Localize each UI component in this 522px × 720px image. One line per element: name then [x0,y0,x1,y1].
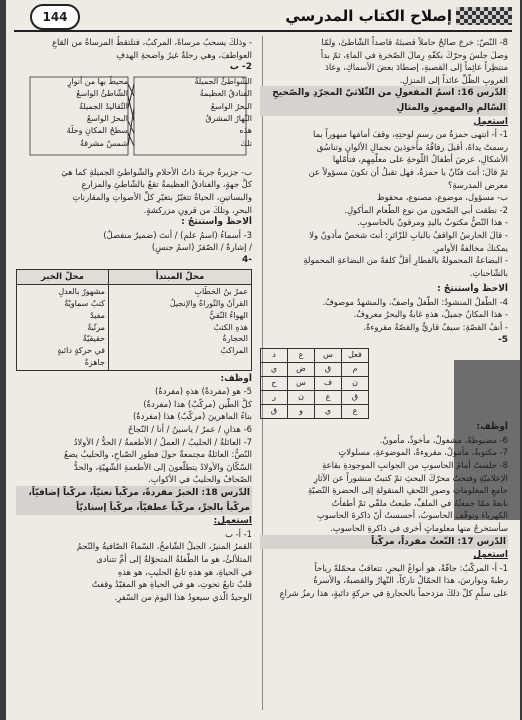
page-header [14,4,512,30]
grid-cell: ع [288,349,315,363]
text-line: 7- العائلةُ / الحليبُ / العملُ / الأطعمةُ / الحدُّ / الأولادُ [73,436,252,447]
text-line: رسمتْ يداهُ، أقبلَ رفاقُهُ مأخوذينَ بجمالِ الألوانِ وتناسُقِ [316,141,508,152]
use-label: استعمِل [473,116,508,127]
text-line: كلُّ جهةٍ، والفنادقُ العظيمةُ تقعُ بالشّاطئِ والمزارعِ [81,179,252,190]
left-task-label: أوظّف: [220,373,252,384]
match-label: 2- ب [229,62,252,73]
text-line: منتظِراً عائِماً إلى القصبةِ، إصطادَ بعضَ الأسماكِ، وعادَ [325,62,508,73]
text-line: التّقاليدُ الجميلةُ [79,101,128,111]
text-line: الكهرباءَ وتوقّفَ الحاسوبُ، أحسستُ أنّ ذاكرةَ الحاسوبِ [316,510,508,521]
text-line: محيطٌ بها من أنوارٍ [67,76,128,86]
letter-grid-table [260,348,369,419]
table-header-mubtada: محلّ المبتدأ [108,269,251,285]
text-line: رطبةً ونوارسَ، هذا الحمّالُ تاركاً، النّهارُ والقصبةُ، والأسرةُ [313,575,508,586]
text-line: نابعةً ممّا جمعتُهُ في الملفِّ، طبعتُ ملفّي ثمّ أطفأتُ [331,497,508,508]
text-line: الشّواطئُ الجميلةُ [194,76,252,86]
text-line: - هذا المكانُ جميلٌ، هذهِ غابةٌ والبحرُ معروفٌ. [353,309,508,320]
task-label: أوظّف: [476,422,508,433]
lesson-17-text [260,562,508,600]
grid-cell: ض [288,363,315,377]
text-line: - البضاعةُ المحمولةُ بالقطارِ أقلُّ كلفةً من البضاعةِ المحمولةِ [303,255,508,266]
grid-cell: ن [288,391,315,405]
text-line: البحرِ، وتلكَ من قرونٍ مزركشةٍ. [143,204,252,215]
text-line: 6- مضبوطةً، مشغولٌ، مأخوذٌ، مأمونٌ. [379,434,508,445]
text-line: السّكّانَ والأولادُ يتطلّعونَ إلى الأطعمةِ الشّهيّةِ، والحدُّ [73,461,252,472]
grid-cell: فعل [342,349,369,363]
text-line: المتلألئُ، هو ما الطّفلةُ المتحوّلةُ إلى أمِّ تتنادى [96,554,252,565]
grid-cell: ع [315,391,342,405]
text-line: - قالَ الحارسُ الواقفُ بالبابِ للزّائرِ: أنتَ شخصٌ مأذونٌ ولا [309,229,508,240]
lesson-16-exercise-2 [260,191,508,279]
match-right-list [154,76,252,150]
text-line: القرآنُ والتّوراةُ والإنجيلُ [169,298,248,308]
text-line: الإعلاميّةِ وفتحتُ محرّكَ البحثِ ثمّ كتبتُ منشوراً عن الآثارِ [313,472,508,483]
text-line: - وذلكَ يسحبُ مرساةً، المركبُ، فتلتقطُ المرساةُ من القاعِ [52,37,252,47]
text-line: جاهزةٌ [84,357,105,367]
text-line: في الحياةِ، هو هذهِ تابعُ الحليبِ، هو هذهِ [117,566,252,577]
text-line: 8- جلستُ أمامَ الحاسوبِ من الجوانبِ الموجودةِ بقاعةِ [322,460,508,471]
text-line: الأشكالِ، عرضَ أطفالُ اللّوحةِ على معلّمِهِم، فتأمّلها [332,154,508,165]
grid-cell: ق [261,405,288,419]
text-line: الهواءُ النّقيُّ [209,310,248,320]
page-title: إصلاح الكتاب المدرسي [285,7,452,25]
matching-exercise [16,76,252,164]
text-line: قلبٌ تابعُ نحوتِ، هو في الحياةِ هو المقيّدُ وقفتُ [91,579,252,590]
text-line: - أنفُ القصّةِ: سيفٌ قاريٌّ والقصّةُ مقروءةٌ. [363,322,508,333]
text-line: البحرُ الواسعُ [86,114,128,123]
text-line: وصلَ جلسَ وحرّكَ بكفّهِ رِمالَ الصّخرةِ في الماءِ، ثمّ بدأَ [320,49,508,60]
text-line: القمرُ المنيرُ، الجبلُ الشّامخُ، السّماءُ الصّافيةُ والنّجمُ [76,541,252,552]
grid-cell: ن [342,377,369,391]
text-line: 4- الطّفلُ المنشودُ: الطّفلُ واصفٌ، والمشهدُ موصوفٌ. [322,296,508,307]
grid-row [261,363,369,377]
text-line: الفنادقُ العظيمةُ [199,89,252,99]
left-top-text [16,36,252,61]
left-task-text [16,385,252,486]
lesson-18-subtitle: مركّباً بالجرِّ، مركّباً عطفيّاً، مركّباً إسناديّاً [16,501,252,516]
text-line: 2- نطقت أبي الصّحون من نوعِ الطّعامِ المأكولِ. [344,204,508,215]
table-label: -4 [241,254,252,265]
text-line: حقيقيّةٌ [82,334,105,344]
text-line: مفيدٌ [90,310,105,320]
left-observe-text [16,229,252,254]
text-line: تلك [240,138,252,148]
text-line: معرضِ المدرسةِ؟ [447,179,508,190]
text-line: 1- أ- ب [225,528,252,539]
text-line: المراكبُ [220,346,248,356]
lesson-16-title: الدّرس 16: اسمُ المفعولِ من الثّلاثيّ المجرّدِ والصّحيحِ [260,86,508,101]
grid-cell: د [261,349,288,363]
exercise-8-text [260,36,508,86]
text-line: هذهِ الكتبُ [213,322,248,332]
grid-cell: م [342,363,369,377]
text-line: العواطفَ، وهي رحلةٌ غيرُ واضحةِ الهدفِ [116,49,252,60]
lesson-18-text [16,528,252,604]
observe-label: ألاحظُ وأستنتجُ : [437,284,508,295]
text-line: 5- هو (مفردةٌ) هذهِ (مفردةٌ) [155,386,252,397]
lesson-17-title: الدّرس 17: النّعتُ مفرداً، مركّباً [260,535,508,550]
header-pattern [456,7,512,25]
grid-cell: ق [315,363,342,377]
grid-cell: ح [261,377,288,391]
text-line: - هذا النّصُّ مكتوبٌ باليدِ ومرقونٌ بالحاسوبِ. [357,217,508,228]
header-divider [14,30,512,32]
grid-row [261,405,369,419]
text-line: 3- أسماءُ (اسمُ علمٍ) / أنتَ (ضميرٌ منفصلٌ) [103,229,252,240]
lesson-18-use-label: استعمِل: [213,516,252,527]
text-line: سأستخرجُ منها معلوماتٍ أخرى في ذاكرةِ الحاسوبِ. [330,523,508,533]
left-observe-label: ألاحظُ وأستنتجُ : [181,217,252,228]
grid-cell: و [288,405,315,419]
text-line: بناءُ الماهرينَ (مركّبٌ) هذا (مفردةٌ) [132,411,252,422]
grid-row [261,349,369,363]
text-line: 7- مكتوبةٌ، مأمولٌ، مقروءةٌ، الموضوعةِ، مسلولاتٍ [338,447,508,458]
text-line: مشهورٌ بالعدلِ [58,287,105,297]
grid-cell: ر [261,391,288,405]
page-number: 144 [30,4,80,30]
lesson-16-exercise-1 [260,128,508,191]
text-line: النّصُّ: العائلةُ مجتمعةٌ حولَ فطورِ الصّباحِ، والحليبُ يضعُ [63,449,252,460]
text-line: 6- هذانِ / عمرٌ / ياسينُ / أنا / النّجاحُ [127,424,252,435]
grid-cell: ي [261,363,288,377]
text-line: في حركةٍ دائبةٍ [57,346,105,356]
text-line: يمكنكَ مخالفةُ الأوامرِ. [432,242,508,253]
match-left-list [36,76,128,150]
grid-row [261,391,369,405]
task-text [260,434,508,535]
text-line: النّهارُ المشرقُ [205,114,252,123]
text-line: الغروبِ الظّلِّ عائداً إلى المنزلِ. [399,74,508,85]
grid-label: 5- [497,334,508,345]
table-header-khabar: محلّ الخبر [17,269,109,285]
mubtada-khabar-table [16,269,252,371]
grid-cell: ق [342,391,369,405]
lesson-16-subtitle: السّالمِ والمهموزِ والمثالِ [260,101,508,116]
text-line: الحجارةُ [222,334,248,344]
text-line: ب- جزيرةُ جربةَ ذاتُ الأحلامِ والشّواطئِ الجميلةِ كما هيَ [61,166,252,177]
text-line: مرتّبةٌ [87,322,105,332]
text-line: كلُّ الطّينِ (مركّبٌ) هذا (مفردةٌ) [143,398,252,409]
text-line: البحرُ الواسعُ [210,101,252,111]
lesson-17-use-label: استعمِل [473,550,508,561]
text-line: ب- مسؤول، موضوع، مصنوع، محفوظ [376,192,508,203]
text-line: شمسٌ مشرقةٌ [79,138,128,148]
observe-text [260,296,508,334]
grid-row [261,377,369,391]
text-line: بالشّاحناتِ. [469,267,508,278]
textbook-page [6,0,520,720]
text-line: الشّاطئُ الواسعُ [76,89,128,99]
grid-cell: س [315,349,342,363]
lesson-18-title: الدّرس 18: الخبرُ مفردةً، مركّباً نعتيّاً، مركّباً إضافيّاً، [16,486,252,501]
table-cell-khabar [17,285,109,371]
grid-cell: س [288,377,315,391]
text-line: كتبٌ سماويّةٌ [64,298,105,308]
text-line: ثمّ قالَ: أنتَ فنّانٌ يا حمزةُ، فهل تقبلُ أن تكونَ مسؤولاً عن [308,166,508,177]
text-line: الصّحافُ والحليبُ في الأكوابِ. [148,474,252,485]
text-line: 1- أ- المركّبُ: جافّةٌ، هو أنواعُ البحرِ، تتعاقبُ محمّلةً رياحاً [314,562,508,573]
left-column [16,36,252,710]
grid-cell: ف [315,377,342,391]
text-line: 8- النّصّ: خرجَ صالحٌ حاملاً قصبتَهُ قاصداً الشّاطئَ، ولمّا [321,37,508,47]
text-line: عمرُ بنُ الخطّابِ [194,287,248,297]
text-line: هذه [239,126,252,136]
left-after-match-text [16,166,252,216]
text-line: والبساتينِ، الحياةُ تتغيّرُ بتغيّرِ كلِّ الأصواتِ والمقارناتِ [72,191,252,202]
grid-cell: ي [315,405,342,419]
text-line: الوحيدُ الّذي سيعودُ هذا اليومَ من السّفرِ. [114,591,252,602]
text-line: جامعِ المعلوماتِ وصورِ التّحفِ المنقولةِ إلى الحضرةِ النّصيّةِ [307,485,508,496]
right-column [260,36,508,710]
text-line: 1- أ- انتهى حمزةُ من رسمِ لوحتِهِ، وقفَ أمامَها مبهوراً بما [313,129,508,140]
text-line: على سلّمٍ كلّ ذلكَ مزدحماً بالحجارةِ في حركةٍ دائبةٍ، هذا رمزُ شراعٍ [279,587,508,598]
grid-cell: ع [342,405,369,419]
text-line: سطحُ المكانِ وحلّهُ [66,126,128,136]
text-line: / إشارةٌ / الصّقرُ (اسمُ جنسٍ) [151,242,252,253]
table-cell-mubtada [108,285,251,371]
